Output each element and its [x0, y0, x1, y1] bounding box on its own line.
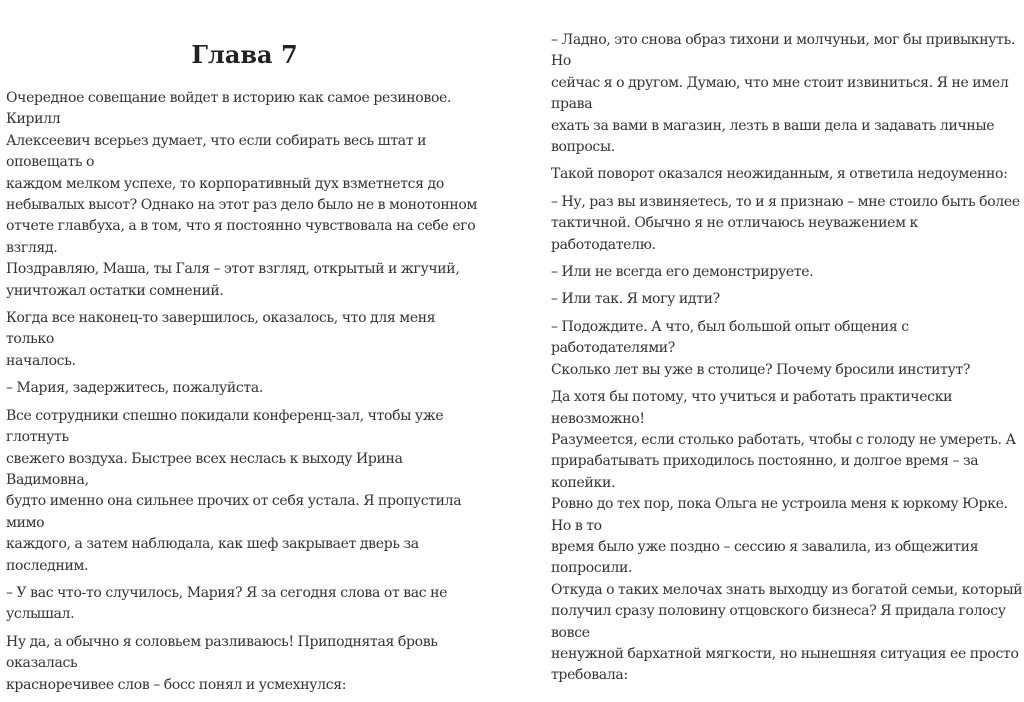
paragraph: – Или не всегда его демонстрируете.: [551, 264, 814, 281]
right-column: [551, 0, 1024, 693]
paragraph: Все сотрудники спешно покидали конференц-зал, чтобы уже глотнуть свежего воздуха. Быстрее всех неслась к выходу Ирина Вадимовна, будто именно она сильнее прочих от себя устала. Я пропустила мимо каждого, а затем наблюдала, как шеф закрывает дверь за последним.: [6, 407, 462, 574]
paragraph: – Мария, задержитесь, пожалуйста.: [6, 380, 263, 397]
paragraph: – У вас что-то случилось, Мария? Я за сегодня слова от вас не услышал.: [6, 584, 448, 623]
paragraph: Очередное совещание войдет в историю как самое резиновое. Кирилл Алексеевич всерьез думает, что если собирать весь штат и оповещать о каждом мелком успехе, то корпоративный дух взметнется до небывалых высот? Однако на этот раз дело было не в монотонном отчете главбуха, а в том, что я постоянно чувствовала на себе его взгляд. Поздравляю, Маша, ты Галя – этот взгляд, открытый и жгучий, уничтожал остатки сомнений.: [6, 90, 478, 299]
paragraph: Когда все наконец-то завершилось, оказалось, что для меня только началось.: [6, 310, 436, 369]
left-column: [6, 0, 483, 702]
paragraph: Ну да, а обычно я соловьем разливаюсь! Приподнятая бровь оказалась красноречивее слов – босс понял и усмехнулся:: [6, 633, 438, 693]
paragraph: – Ну, раз вы извиняетесь, то и я признаю – мне стоило быть более тактичной. Обычно я не отличаюсь неуважением к работодателю.: [551, 193, 1020, 253]
right-paragraphs: [551, 0, 1024, 687]
paragraph: Да хотя бы потому, что учиться и работать практически невозможно! Разумеется, если столько работать, чтобы с голоду не умереть. А прирабатывать приходилось постоянно, и долгое время – за копейки. Ровно до тех пор, пока Ольга не устроила меня к юркому Юрке. Но в то время было уже поздно – сессию я завалила, из общежития попросили. Откуда о таких мелочах знать выходцу из богатой семьи, который получил сразу половину отцовского бизнеса? Я придала голосу вовсе ненужной бархатной мягкости, но нынешняя ситуация ее просто требовала:: [551, 389, 1023, 684]
paragraph: Такой поворот оказался неожиданным, я ответила недоуменно:: [551, 166, 1008, 183]
paragraph: – Подождите. А что, был большой опыт общения с работодателями? Сколько лет вы уже в столице? Почему бросили институт?: [551, 318, 971, 378]
paragraph: – Ладно, это снова образ тихони и молчуньи, мог бы привыкнуть. Но сейчас я о другом. Думаю, что мне стоит извиниться. Я не имел права ехать за вами в магазин, лезть в ваши дела и задавать личные вопросы.: [551, 32, 1016, 156]
paragraph: – Или так. Я могу идти?: [551, 291, 720, 308]
chapter-title: Глава 7: [191, 40, 298, 69]
left-paragraphs: [6, 88, 483, 696]
